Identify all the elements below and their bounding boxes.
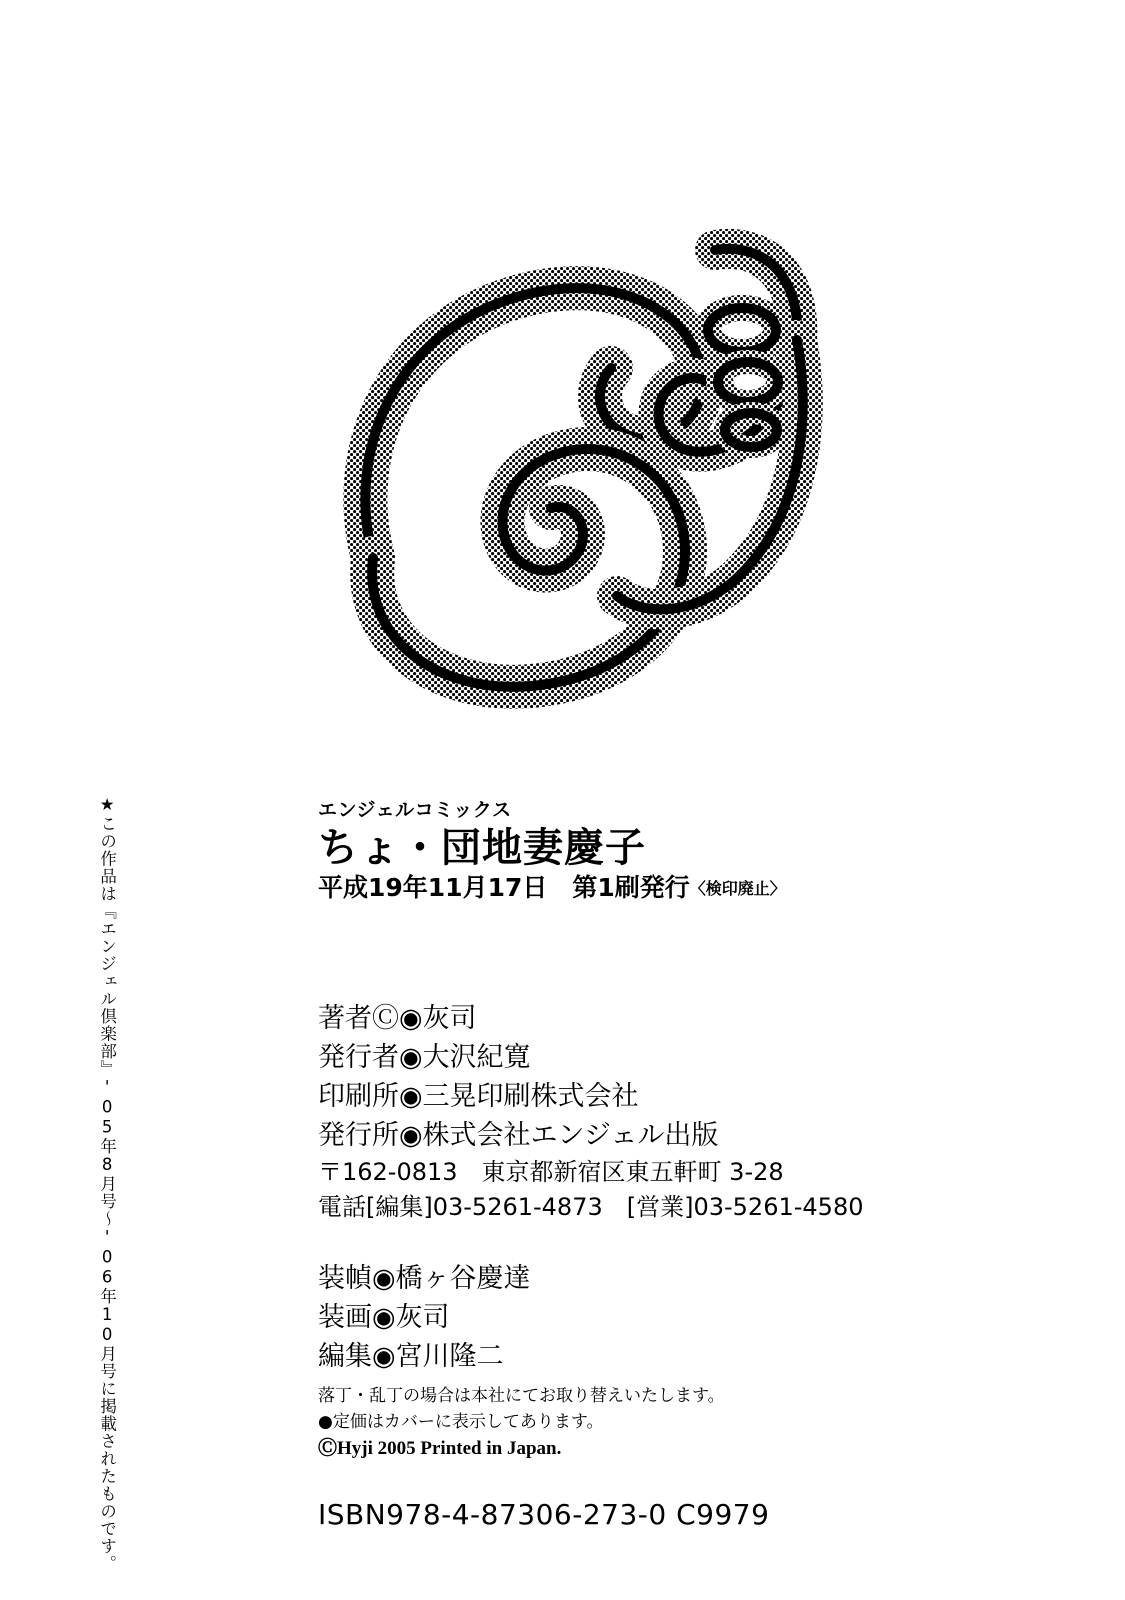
copyright-line: ⒸHyji 2005 Printed in Japan. [318, 1438, 562, 1460]
notices-block [318, 1384, 1038, 1464]
series-label: エンジェルコミックス [318, 799, 512, 821]
print-date-line [318, 873, 1038, 903]
publisher-phone: 電話[編集]03-5261-4873 [営業]03-5261-4580 [318, 1193, 864, 1222]
colophon-block [318, 795, 1038, 1531]
serialization-note: ★この作品は『エンジェル倶楽部』'05年8月号〜'06年10月号に掲載されたものです。 [97, 795, 117, 1573]
price-notice: ●定価はカバーに表示してあります。 [318, 1411, 604, 1432]
publisher-logo-icon [245, 150, 855, 710]
credits-list [318, 999, 1038, 1225]
credit-printer: 印刷所◉三晃印刷株式会社 [318, 1081, 639, 1113]
publisher-address: 〒162-0813 東京都新宿区東五軒町 3-28 [318, 1158, 784, 1187]
credit-author: 著者Ⓒ◉灰司 [318, 1002, 477, 1034]
print-note: 〈検印廃止〉 [689, 878, 786, 898]
print-date: 平成19年11月17日 第1刷発行 [318, 872, 690, 902]
credit-publisher-company: 発行所◉株式会社エンジェル出版 [318, 1120, 719, 1152]
isbn-code: ISBN978-4-87306-273-0 C9979 [318, 1497, 770, 1531]
staff-cover-art: 装画◉灰司 [318, 1302, 450, 1334]
credit-publisher-person: 発行者◉大沢紀寛 [318, 1041, 531, 1073]
page-title: ちょ・団地妻慶子 [318, 825, 646, 871]
staff-design: 装幀◉橋ヶ谷慶達 [318, 1262, 531, 1294]
staff-editor: 編集◉宮川隆二 [318, 1341, 504, 1373]
staff-list [318, 1259, 1038, 1376]
defect-notice: 落丁・乱丁の場合は本社にてお取り替えいたします。 [318, 1386, 725, 1407]
